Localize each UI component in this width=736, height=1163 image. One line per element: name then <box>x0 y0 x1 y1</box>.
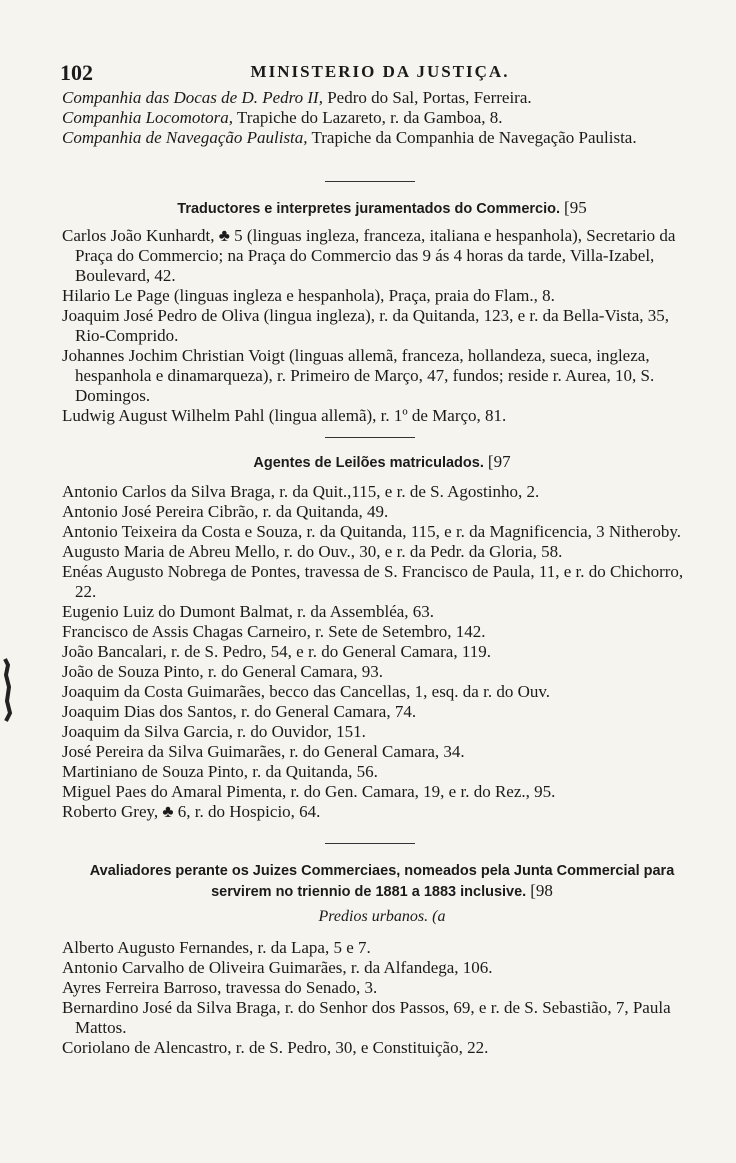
list-item: Coriolano de Alencastro, r. de S. Pedro, 30, e Constituição, 22. <box>62 1038 489 1057</box>
list-item: Antonio Carlos da Silva Braga, r. da Quit.,115, e r. de S. Agostinho, 2. <box>62 482 540 501</box>
list-item: João Bancalari, r. de S. Pedro, 54, e r. do General Camara, 119. <box>62 642 491 661</box>
list-item: Companhia Locomotora, Trapiche do Lazareto, r. da Gamboa, 8. <box>62 108 503 127</box>
list-item: Francisco de Assis Chagas Carneiro, r. Sete de Setembro, 142. <box>62 622 486 641</box>
list-item: Hilario Le Page (linguas ingleza e hespanhola), Praça, praia do Flam., 8. <box>62 286 555 305</box>
appraisers-heading: Avaliadores perante os Juizes Commerciaes, nomeados pela Junta Commercial para servirem no triennio de 1881 a 1883 inclusive. [98 <box>89 863 675 900</box>
list-item: Alberto Augusto Fernandes, r. da Lapa, 5 e 7. <box>62 938 371 957</box>
list-item: Johannes Jochim Christian Voigt (linguas allemã, franceza, hollandeza, sueca, ingleza, hespanhola e dinamarqueza), r. Primeiro de Março, 47, fundos; reside r. Aurea, 10, S. Domingos. <box>62 346 655 405</box>
list-item: Ayres Ferreira Barroso, travessa do Senado, 3. <box>62 978 378 997</box>
list-item: Companhia das Docas de D. Pedro II, Pedro do Sal, Portas, Ferreira. <box>62 88 532 107</box>
page-number: 102 <box>60 60 93 85</box>
list-item: Joaquim da Silva Garcia, r. do Ouvidor, 151. <box>62 722 366 741</box>
list-item: Martiniano de Souza Pinto, r. da Quitanda, 56. <box>62 762 378 781</box>
list-item: Eugenio Luiz do Dumont Balmat, r. da Assembléa, 63. <box>62 602 435 621</box>
list-item: Joaquim da Costa Guimarães, becco das Cancellas, 1, esq. da r. do Ouv. <box>62 682 550 701</box>
divider <box>325 437 415 438</box>
list-item: Antonio José Pereira Cibrão, r. da Quitanda, 49. <box>62 502 389 521</box>
companies-list <box>62 88 702 148</box>
running-head: MINISTERIO DA JUSTIÇA. <box>250 62 510 81</box>
list-item: Companhia de Navegação Paulista, Trapiche da Companhia de Navegação Paulista. <box>62 128 637 147</box>
list-item: Bernardino José da Silva Braga, r. do Senhor dos Passos, 69, e r. de S. Sebastião, 7, Paula Mattos. <box>62 998 671 1037</box>
ink-mark-decoration <box>0 655 14 725</box>
list-item: João de Souza Pinto, r. do General Camara, 93. <box>62 662 384 681</box>
list-item: Ludwig August Wilhelm Pahl (lingua allemã), r. 1º de Março, 81. <box>62 406 507 425</box>
divider <box>325 181 415 182</box>
list-item: Miguel Paes do Amaral Pimenta, r. do Gen. Camara, 19, e r. do Rez., 95. <box>62 782 556 801</box>
list-item: Augusto Maria de Abreu Mello, r. do Ouv., 30, e r. da Pedr. da Gloria, 58. <box>62 542 563 561</box>
appraisers-list <box>62 938 702 1058</box>
page-header <box>60 60 700 86</box>
translators-heading: Traductores e interpretes juramentados do Commercio. [95 <box>177 198 587 217</box>
list-item: Carlos João Kunhardt, ♣ 5 (linguas ingleza, franceza, italiana e hespanhola), Secretario da Praça do Commercio; na Praça do Commercio das 9 ás 4 horas da tarde, Villa-Izabel, Boulevard, 42. <box>62 226 676 285</box>
auctioneers-list <box>62 482 702 822</box>
list-item: Antonio Carvalho de Oliveira Guimarães, r. da Alfandega, 106. <box>62 958 493 977</box>
auctioneers-heading: Agentes de Leilões matriculados. [97 <box>253 452 511 471</box>
translators-list <box>62 226 702 426</box>
list-item: Joaquim José Pedro de Oliva (lingua ingleza), r. da Quitanda, 123, e r. da Bella-Vista, 35, Rio-Comprido. <box>62 306 670 345</box>
list-item: Enéas Augusto Nobrega de Pontes, travessa de S. Francisco de Paula, 11, e r. do Chichorro, 22. <box>62 562 684 601</box>
list-item: Antonio Teixeira da Costa e Souza, r. da Quitanda, 115, e r. da Magnificencia, 3 Nitheroby. <box>62 522 681 541</box>
divider <box>325 843 415 844</box>
list-item: Joaquim Dias dos Santos, r. do General Camara, 74. <box>62 702 417 721</box>
appraisers-subheading: Predios urbanos. (a <box>318 908 446 925</box>
list-item: José Pereira da Silva Guimarães, r. do General Camara, 34. <box>62 742 465 761</box>
list-item: Roberto Grey, ♣ 6, r. do Hospicio, 64. <box>62 802 321 821</box>
